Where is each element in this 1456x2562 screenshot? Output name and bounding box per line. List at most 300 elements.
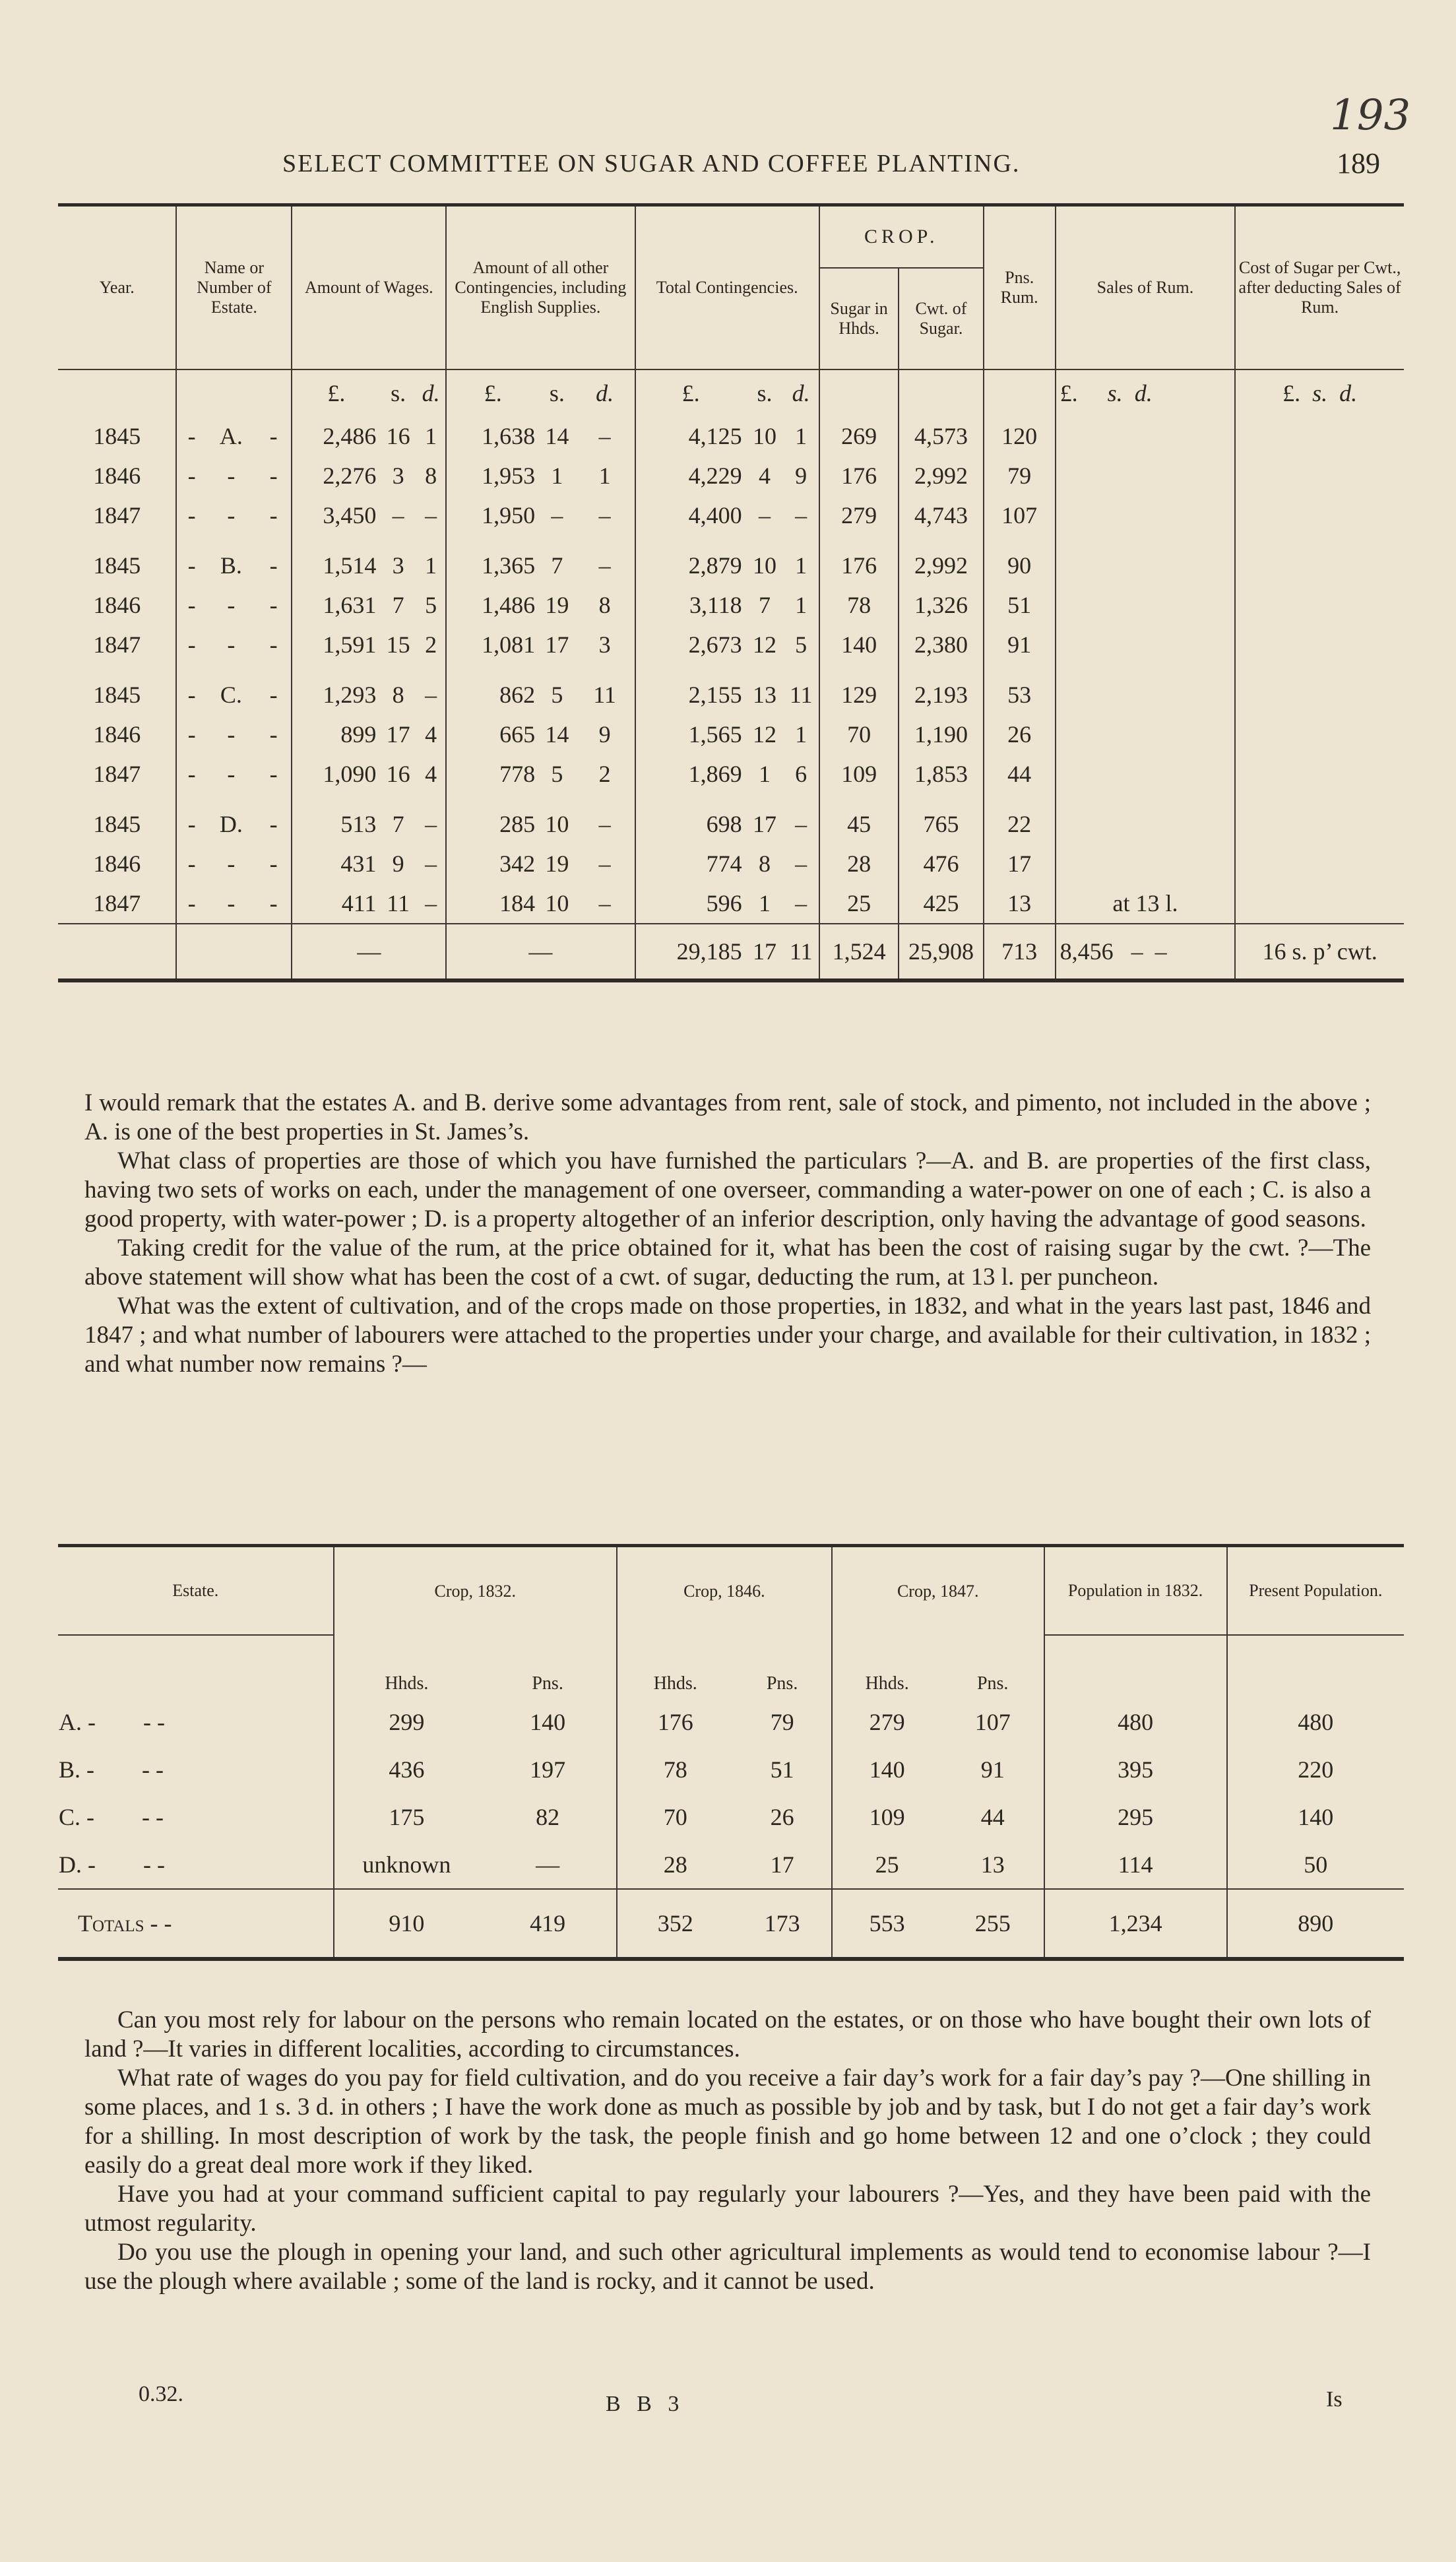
cell-dash: - [176, 625, 206, 664]
cell: 436 [334, 1746, 480, 1793]
cell-wages-pounds: 1,514 [292, 546, 380, 585]
cell-other-shillings: 7 [551, 552, 563, 579]
cell-cwt-sugar: 1,853 [899, 754, 983, 794]
col-pns-rum: Pns. Rum. [984, 205, 1056, 370]
cell: 78 [617, 1746, 734, 1793]
leader-dashes: - - [142, 1756, 164, 1783]
table-row [58, 416, 1404, 456]
cell-total-shillings: 12 [753, 631, 776, 658]
cell-other-shillings: 10 [545, 811, 569, 837]
cell-sugar-hhds: 176 [819, 456, 899, 496]
cell-other-pence: – [598, 502, 611, 528]
cell-other-pounds: 1,950 [446, 496, 539, 535]
table-row [58, 546, 1404, 585]
cell: 140 [530, 1709, 566, 1735]
col-crop: CROP. [819, 205, 984, 269]
cell-wages-shillings: 3 [392, 463, 404, 489]
cell-dash: - [176, 416, 206, 456]
paragraph: Have you had at your command sufficient capital to pay regularly your labourers ?—Yes, and they have been paid with the utmost regularity. [84, 2181, 1371, 2237]
cell-total-pounds: 3,118 [635, 585, 746, 625]
cell-pns-rum: 79 [984, 456, 1056, 496]
cell-total-pence: – [795, 502, 807, 528]
cell-pns-rum: 91 [984, 625, 1056, 664]
cell-estate: C. [220, 682, 242, 708]
table-row [58, 496, 1404, 535]
total-cwt: 25,908 [899, 924, 983, 980]
cell-wages-pounds: 3,450 [292, 496, 380, 535]
unit-shillings: s. [549, 380, 565, 406]
cell: 553 [832, 1889, 942, 1959]
col-estate: Estate. [58, 1546, 334, 1636]
text-block-1 [84, 1089, 1371, 1379]
cell-pns-rum: 44 [984, 754, 1056, 794]
signature-mark: B B 3 [606, 2392, 685, 2416]
unit-pounds: £. [292, 369, 380, 416]
cell-year: 1846 [93, 592, 141, 618]
cell-sugar-hhds: 78 [819, 585, 899, 625]
total-contingencies-pence: 11 [783, 924, 819, 980]
cell-total-pence: 1 [795, 423, 807, 449]
cell-total-shillings: 4 [759, 463, 771, 489]
cell-wages-shillings: 3 [392, 552, 404, 579]
cell-dash: - [269, 890, 278, 916]
cell: 395 [1044, 1746, 1227, 1793]
table-row [58, 675, 1404, 715]
cell-year: 1845 [93, 552, 141, 579]
table-row [58, 625, 1404, 664]
col-crop-1847: Crop, 1847. [832, 1546, 1044, 1636]
cell: 91 [980, 1756, 1005, 1783]
cell: 176 [617, 1698, 734, 1746]
sub-pns: Pns. [976, 1673, 1009, 1694]
cell-wages-shillings: 15 [386, 631, 410, 658]
cell-cwt-sugar: 4,743 [899, 496, 983, 535]
cell-other-shillings: 19 [545, 850, 569, 877]
cell-estate: - [227, 850, 236, 877]
cell-other-shillings: 5 [551, 682, 563, 708]
col-crop-1846: Crop, 1846. [617, 1546, 832, 1636]
cell-cwt-sugar: 2,992 [899, 456, 983, 496]
handwritten-folio-number: 193 [1330, 91, 1411, 140]
cell: 109 [832, 1793, 942, 1841]
cell-total-pence: 6 [795, 761, 807, 787]
text-block-2 [84, 2006, 1371, 2296]
sub-pns: Pns. [532, 1673, 563, 1694]
population-table [58, 1544, 1404, 1961]
cell-total-pounds: 774 [635, 844, 746, 883]
cell-total-pence: – [795, 850, 807, 877]
cell-year: 1847 [93, 890, 141, 916]
cell: 25 [832, 1841, 942, 1889]
cell-other-pounds: 285 [446, 804, 539, 844]
cell: 910 [334, 1889, 480, 1959]
leader-dashes: - - [143, 1709, 165, 1735]
cell-sugar-hhds: 45 [819, 804, 899, 844]
cell: 140 [1227, 1793, 1405, 1841]
estate-label: A. - [59, 1709, 96, 1735]
cell-other-pence: – [598, 552, 611, 579]
cell-total-shillings: 8 [759, 850, 771, 877]
estate-label: C. - [59, 1804, 94, 1830]
cell: 419 [479, 1889, 617, 1959]
cell-dash: - [176, 883, 206, 924]
estate-label: D. - [59, 1851, 96, 1878]
cell-wages-shillings: 7 [392, 811, 404, 837]
cell-year: 1847 [93, 631, 141, 658]
cell: 28 [617, 1841, 734, 1889]
cell: 279 [832, 1698, 942, 1746]
cell-sugar-hhds: 140 [819, 625, 899, 664]
cell-wages-pence: 8 [425, 463, 437, 489]
total-contingencies-shillings: 17 [746, 924, 784, 980]
leader-dashes: - - [143, 1851, 165, 1878]
cell-cwt-sugar: 765 [899, 804, 983, 844]
cell-wages-pence: 4 [425, 721, 437, 748]
cell-wages-shillings: 7 [392, 592, 404, 618]
paragraph: Taking credit for the value of the rum, at the price obtained for it, what has been the cost of raising sugar by the cwt. ?—The above statement will show what has been the cost of a cwt. of sugar, deducting the rum, at 13 l. per puncheon. [84, 1234, 1371, 1291]
cell: 44 [980, 1804, 1005, 1830]
col-present-population: Present Population. [1227, 1546, 1405, 1636]
cell-dash: - [176, 754, 206, 794]
table-row [58, 456, 1404, 496]
cell: 70 [617, 1793, 734, 1841]
table-row [58, 754, 1404, 794]
cell: 890 [1227, 1889, 1405, 1959]
total-sales-rum: 8,456 – – [1056, 924, 1236, 980]
cell-dash: - [269, 761, 278, 787]
paragraph: What rate of wages do you pay for field cultivation, and do you receive a fair day’s work for a fair day’s pay ?—One shilling in some places, and 1 s. 3 d. in others ; I have the work done as much as possible by job and by task, but I do not get a fair day’s work for a shilling. In most description of work by the task, the people finish and go home between 12 and one o’clock ; they could easily do a great deal more work if they liked. [84, 2065, 1371, 2179]
cell-pns-rum: 90 [984, 546, 1056, 585]
cell-dash: - [269, 721, 278, 748]
table-row [58, 844, 1404, 883]
cell-estate: - [227, 592, 236, 618]
cell-other-pounds: 1,638 [446, 416, 539, 456]
cell: 13 [980, 1851, 1005, 1878]
cell: 255 [942, 1889, 1044, 1959]
cell-estate: - [227, 890, 236, 916]
cell-year: 1846 [93, 463, 141, 489]
cell-total-pence: – [795, 811, 807, 837]
table-row [58, 585, 1404, 625]
cell: 1,234 [1044, 1889, 1227, 1959]
col-crop-1832: Crop, 1832. [334, 1546, 617, 1636]
footer-reference: 0.32. [139, 2382, 183, 2406]
cell-wages-pounds: 1,293 [292, 675, 380, 715]
cell-other-pounds: 665 [446, 715, 539, 754]
cell: 140 [832, 1746, 942, 1793]
cell-dash: - [176, 496, 206, 535]
cell-wages-pence: – [425, 890, 437, 916]
unit-pence: d. [596, 380, 614, 406]
sub-hhds: Hhds. [617, 1635, 734, 1698]
cell-wages-pounds: 899 [292, 715, 380, 754]
cell: 114 [1044, 1841, 1227, 1889]
cell-sugar-hhds: 25 [819, 883, 899, 924]
cell-total-shillings: – [759, 502, 771, 528]
table-row [58, 1698, 1404, 1746]
cell: 175 [334, 1793, 480, 1841]
cell-sugar-hhds: 269 [819, 416, 899, 456]
cell-dash: - [269, 463, 278, 489]
cell-other-pounds: 184 [446, 883, 539, 924]
cell-dash: - [176, 844, 206, 883]
col-year: Year. [58, 205, 176, 370]
col-other-contingencies: Amount of all other Contingencies, including English Supplies. [446, 205, 635, 370]
cell-sugar-hhds: 70 [819, 715, 899, 754]
sub-pns: Pns. [766, 1673, 798, 1694]
cell-wages-shillings: 16 [386, 423, 410, 449]
cell-cwt-sugar: 1,326 [899, 585, 983, 625]
cell-other-shillings: 10 [545, 890, 569, 916]
cell-wages-pence: 1 [425, 552, 437, 579]
cell-cwt-sugar: 1,190 [899, 715, 983, 754]
cell-estate: - [227, 502, 236, 528]
cell-other-shillings: 14 [545, 423, 569, 449]
cell-cwt-sugar: 476 [899, 844, 983, 883]
cell-other-pence: 11 [593, 682, 616, 708]
cell-other-shillings: 19 [545, 592, 569, 618]
cell: 51 [770, 1756, 794, 1783]
cell-sugar-hhds: 28 [819, 844, 899, 883]
cell-cwt-sugar: 2,193 [899, 675, 983, 715]
paragraph: What class of properties are those of which you have furnished the particulars ?—A. and B. are properties of the first class, having two sets of works on each, under the management of one overseer, commanding a water-power on one of each ; C. is also a good property, with water-power ; D. is a property altogether of an inferior description, only having the advantage of good seasons. [84, 1147, 1371, 1233]
cell-year: 1846 [93, 850, 141, 877]
cell: 480 [1044, 1698, 1227, 1746]
cell-dash: - [176, 804, 206, 844]
cell: unknown [334, 1841, 480, 1889]
totals-row [58, 1889, 1404, 1959]
cell-pns-rum: 13 [984, 883, 1056, 924]
cell-wages-shillings: 17 [386, 721, 410, 748]
cell-pns-rum: 26 [984, 715, 1056, 754]
cell-estate: - [227, 761, 236, 787]
unit-pence: d. [792, 380, 810, 406]
cell-other-pence: – [598, 890, 611, 916]
cell-wages-shillings: 16 [386, 761, 410, 787]
cell-total-pence: 9 [795, 463, 807, 489]
table-row [58, 883, 1404, 924]
cell-wages-pounds: 2,486 [292, 416, 380, 456]
cell-year: 1845 [93, 811, 141, 837]
cell-other-shillings: 14 [545, 721, 569, 748]
table-row [58, 804, 1404, 844]
cell-estate: - [227, 631, 236, 658]
cell-total-shillings: 1 [759, 890, 771, 916]
cell-dash: - [176, 715, 206, 754]
cell-other-pence: 3 [598, 631, 611, 658]
cell-total-pounds: 1,869 [635, 754, 746, 794]
cell-other-pounds: 1,365 [446, 546, 539, 585]
cell-wages-pounds: 2,276 [292, 456, 380, 496]
cell-cwt-sugar: 2,992 [899, 546, 983, 585]
col-cost-sugar: Cost of Sugar per Cwt., after deducting Sales of Rum. [1235, 205, 1404, 370]
total-wages: — [292, 924, 446, 980]
cell: 17 [770, 1851, 794, 1878]
cell-wages-pence: 4 [425, 761, 437, 787]
cell: 26 [770, 1804, 794, 1830]
cell-other-shillings: 17 [545, 631, 569, 658]
total-hhds: 1,524 [819, 924, 899, 980]
catchword: Is [1326, 2387, 1343, 2412]
cell-wages-shillings: 9 [392, 850, 404, 877]
cell-other-shillings: 5 [551, 761, 563, 787]
cell: 295 [1044, 1793, 1227, 1841]
cell-other-pence: – [598, 850, 611, 877]
col-sales-rum: Sales of Rum. [1056, 205, 1236, 370]
cell-estate: B. [220, 552, 242, 579]
cell-cwt-sugar: 425 [899, 883, 983, 924]
table-row [58, 715, 1404, 754]
cell-total-pounds: 4,229 [635, 456, 746, 496]
unit-pounds: £. [635, 369, 746, 416]
cell-wages-pence: 5 [425, 592, 437, 618]
cell-other-pounds: 1,081 [446, 625, 539, 664]
unit-cost-sugar: £. s. d. [1235, 369, 1404, 416]
cell-estate: - [227, 721, 236, 748]
cell-estate: - [227, 463, 236, 489]
leader-dashes: - - [142, 1804, 164, 1830]
cell-dash: - [269, 423, 278, 449]
cell-year: 1847 [93, 502, 141, 528]
cell-estate: D. [219, 811, 243, 837]
cell-wages-pence: – [425, 811, 437, 837]
paragraph: I would remark that the estates A. and B. derive some advantages from rent, sale of stock, and pimento, not included in the above ; A. is one of the best properties in St. James’s. [84, 1089, 1371, 1145]
cell-wages-shillings: 11 [387, 890, 410, 916]
cell-wages-shillings: – [392, 502, 404, 528]
cell-wages-pence: – [425, 502, 437, 528]
cell-cwt-sugar: 4,573 [899, 416, 983, 456]
cell-total-pence: 1 [795, 721, 807, 748]
col-wages: Amount of Wages. [292, 205, 446, 370]
cell-wages-pounds: 411 [292, 883, 380, 924]
cell-other-pence: 9 [598, 721, 611, 748]
cell-other-shillings: 1 [551, 463, 563, 489]
cell-total-pounds: 4,400 [635, 496, 746, 535]
cell: 480 [1227, 1698, 1405, 1746]
cell-pns-rum: 51 [984, 585, 1056, 625]
page-number: 189 [1337, 147, 1380, 179]
cell-other-pounds: 1,486 [446, 585, 539, 625]
cell-dash: - [176, 546, 206, 585]
cell-total-shillings: 13 [753, 682, 776, 708]
cell: 220 [1227, 1746, 1405, 1793]
cell-other-pounds: 1,953 [446, 456, 539, 496]
cell-total-pence: 5 [795, 631, 807, 658]
total-other: — [446, 924, 635, 980]
cell-total-shillings: 7 [759, 592, 771, 618]
cell-total-pence: 1 [795, 592, 807, 618]
unit-shillings: s. [391, 380, 406, 406]
table-row [58, 1841, 1404, 1889]
cell-other-pence: – [598, 423, 611, 449]
total-cost-sugar: 16 s. p’ cwt. [1235, 924, 1404, 980]
paragraph: Do you use the plough in opening your land, and such other agricultural implements as would tend to economise labour ?—I use the plough where available ; some of the land is rocky, and it cannot be used. [84, 2239, 1371, 2295]
cell-total-pounds: 2,673 [635, 625, 746, 664]
cell-total-shillings: 10 [753, 552, 776, 579]
cell: 82 [536, 1804, 560, 1830]
cell-other-pence: 1 [598, 463, 611, 489]
cell-pns-rum: 53 [984, 675, 1056, 715]
unit-sales-rum: £. s. d. [1056, 369, 1236, 416]
cell-total-pence: 1 [795, 552, 807, 579]
paragraph: What was the extent of cultivation, and of the crops made on those properties, in 1832, and what in the years last past, 1846 and 1847 ; and what number of labourers were attached to the properties under your charge, and available for their cultivation, in 1832 ; and what number now remains ?— [84, 1293, 1371, 1378]
cell-total-shillings: 12 [753, 721, 776, 748]
cell-other-pounds: 342 [446, 844, 539, 883]
cell-other-pounds: 862 [446, 675, 539, 715]
cell-other-pence: – [598, 811, 611, 837]
cell-year: 1845 [93, 423, 141, 449]
cell-wages-pence: 2 [425, 631, 437, 658]
cell-pns-rum: 17 [984, 844, 1056, 883]
cell-dash: - [269, 552, 278, 579]
cell-other-pounds: 778 [446, 754, 539, 794]
cell-sugar-hhds: 279 [819, 496, 899, 535]
total-pns: 713 [984, 924, 1056, 980]
unit-shillings: s. [757, 380, 773, 406]
rum-price-note: at 13 l. [1056, 883, 1236, 924]
cell-dash: - [176, 585, 206, 625]
cell-cwt-sugar: 2,380 [899, 625, 983, 664]
cell-year: 1845 [93, 682, 141, 708]
cell: 107 [974, 1709, 1011, 1735]
cell-dash: - [269, 850, 278, 877]
estate-label: B. - [59, 1756, 94, 1783]
cell: 173 [734, 1889, 832, 1959]
cell: 197 [530, 1756, 566, 1783]
cell-total-shillings: 10 [753, 423, 776, 449]
cell-total-pounds: 2,155 [635, 675, 746, 715]
col-estate-name: Name or Number of Estate. [176, 205, 292, 370]
table-row [58, 1746, 1404, 1793]
cell-total-shillings: 1 [759, 761, 771, 787]
cell-dash: - [176, 456, 206, 496]
cell: 79 [770, 1709, 794, 1735]
cell-pns-rum: 120 [984, 416, 1056, 456]
col-cwt-sugar: Cwt. of Sugar. [899, 268, 983, 369]
totals-label: Totals - - [58, 1889, 334, 1959]
cell-pns-rum: 107 [984, 496, 1056, 535]
cell-sugar-hhds: 176 [819, 546, 899, 585]
col-population-1832: Population in 1832. [1044, 1546, 1227, 1636]
cell: 299 [334, 1698, 480, 1746]
cell-wages-pounds: 1,631 [292, 585, 380, 625]
cell: 50 [1227, 1841, 1405, 1889]
cell-total-pounds: 4,125 [635, 416, 746, 456]
cell-pns-rum: 22 [984, 804, 1056, 844]
cell-dash: - [269, 502, 278, 528]
cell-total-shillings: 17 [753, 811, 776, 837]
unit-pounds: £. [446, 369, 539, 416]
paragraph: Can you most rely for labour on the persons who remain located on the estates, or on those who have bought their own lots of land ?—It varies in different localities, according to circumstances. [84, 2006, 1371, 2063]
cell-total-pence: – [795, 890, 807, 916]
sub-hhds: Hhds. [334, 1635, 480, 1698]
cell-total-pence: 11 [789, 682, 813, 708]
cell-sugar-hhds: 129 [819, 675, 899, 715]
cell-year: 1847 [93, 761, 141, 787]
unit-pence: d. [422, 380, 440, 406]
cell-estate: A. [219, 423, 243, 449]
cell-wages-pounds: 1,591 [292, 625, 380, 664]
cell-dash: - [269, 631, 278, 658]
page-title: SELECT COMMITTEE ON SUGAR AND COFFEE PLANTING. [282, 150, 1021, 177]
cost-table [58, 203, 1404, 982]
cell-other-shillings: – [551, 502, 563, 528]
cell-wages-pounds: 431 [292, 844, 380, 883]
cell-total-pounds: 698 [635, 804, 746, 844]
cell-dash: - [176, 675, 206, 715]
col-total-contingencies: Total Contingencies. [635, 205, 819, 370]
cell-other-pence: 2 [598, 761, 611, 787]
